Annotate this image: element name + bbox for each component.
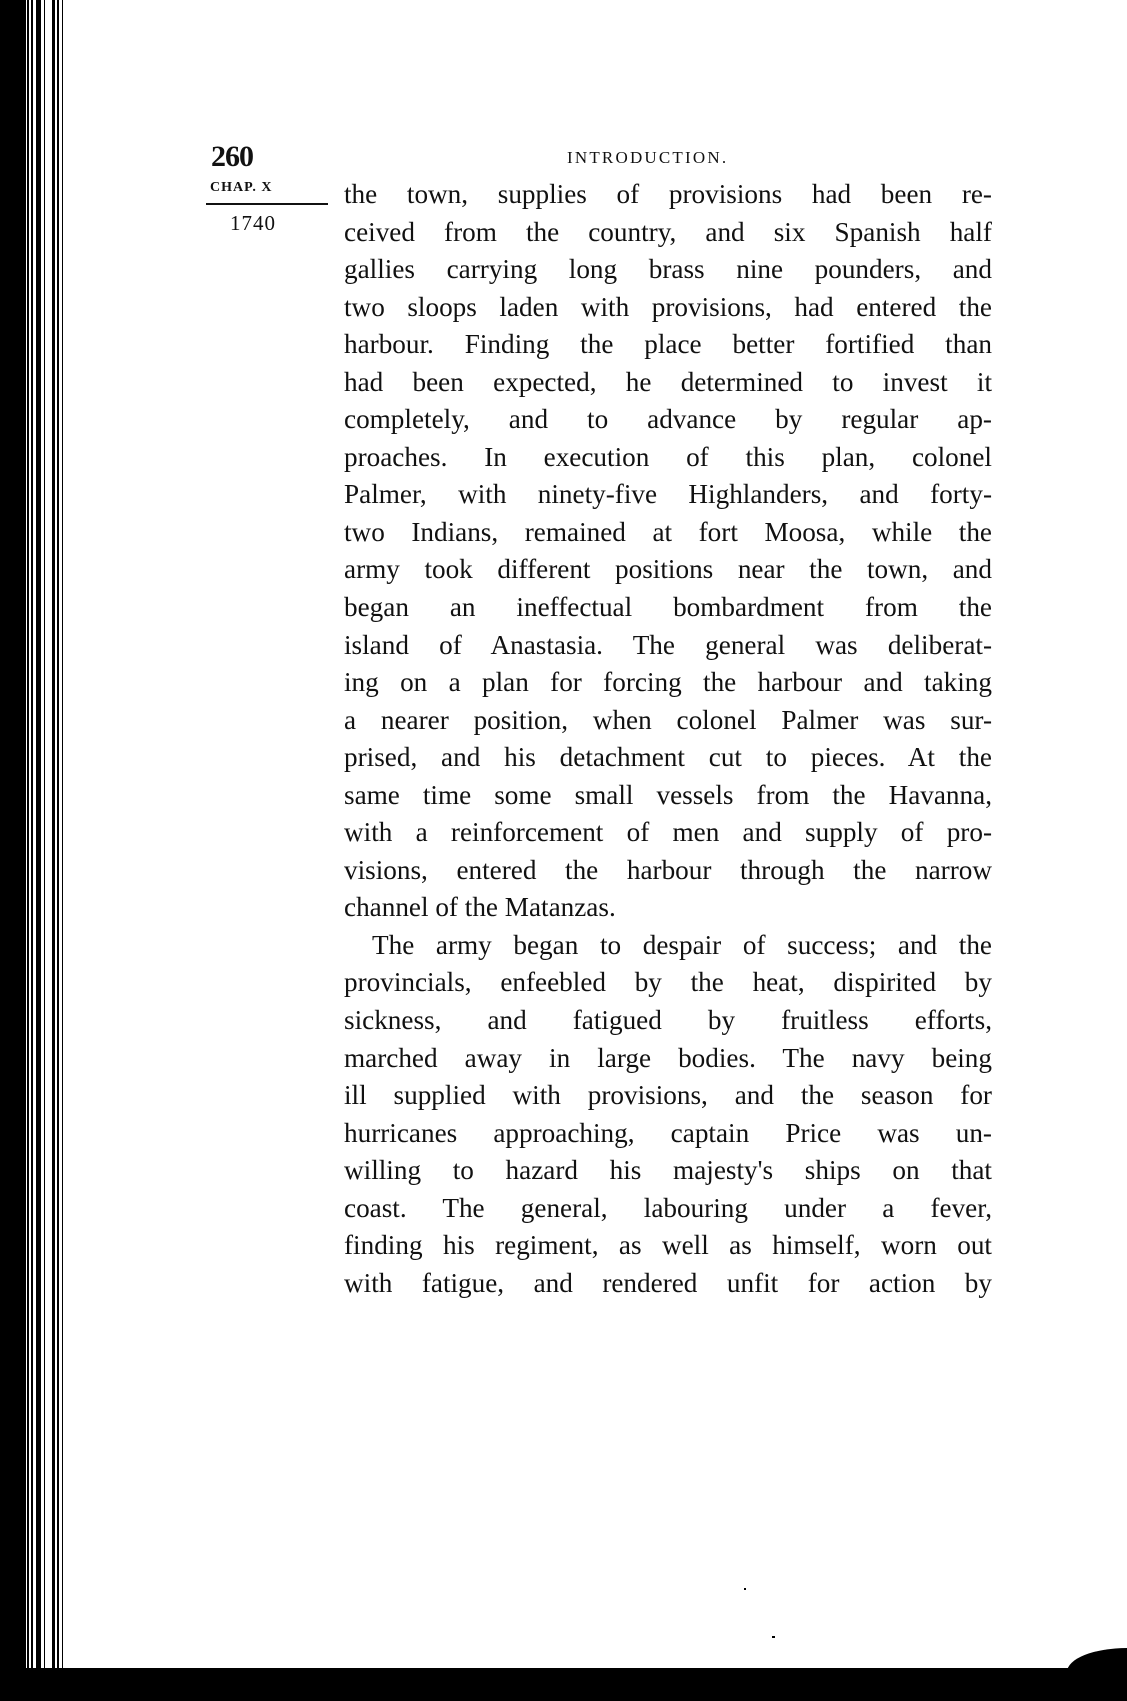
text-line: same time some small vessels from the Havanna, [344,779,992,810]
gutter-band [0,0,26,1701]
text-line: provincials, enfeebled by the heat, dispirited by [344,967,992,998]
text-line: sickness, and fatigued by fruitless efforts, [344,1005,992,1036]
text-line: with fatigue, and rendered unfit for action by [344,1267,992,1298]
gutter-line [57,0,59,1701]
text-line: harbour. Finding the place better fortified than [344,329,992,360]
gutter-line [36,0,41,1701]
paragraph [344,927,992,1302]
text-line: completely, and to advance by regular ap- [344,404,992,435]
text-line: began an ineffectual bombardment from the [344,592,992,623]
text-line: proaches. In execution of this plan, colonel [344,441,992,472]
gutter-line [52,0,55,1701]
scan-speck [772,1636,775,1638]
text-line: The army began to despair of success; and the [372,929,992,960]
margin-note [206,178,330,235]
text-line: Palmer, with ninety-five Highlanders, and forty- [344,479,992,510]
text-line: prised, and his detachment cut to pieces. At the [344,742,992,773]
text-line: had been expected, he determined to invest it [344,366,992,397]
margin-rule [206,203,328,205]
text-line: ing on a plan for forcing the harbour and taking [344,667,992,698]
scan-gutter-shadow [0,0,68,1701]
text-line: army took different positions near the town, and [344,554,992,585]
text-line: island of Anastasia. The general was deliberat- [344,629,992,660]
text-line: a nearer position, when colonel Palmer was sur- [344,704,992,735]
text-line: two Indians, remained at fort Moosa, while the [344,516,992,547]
page-number: 260 [211,140,253,173]
text-line: the town, supplies of provisions had been re- [344,179,992,209]
running-head [0,140,1127,174]
text-line: coast. The general, labouring under a fever, [344,1192,992,1223]
scan-page-curl [1067,1648,1127,1672]
chapter-label: CHAP. X [210,180,273,195]
text-line: willing to hazard his majesty's ships on that [344,1155,992,1186]
gutter-line [27,0,29,1701]
text-line: channel of the Matanzas. [344,892,616,923]
margin-year: 1740 [230,211,276,235]
body-text [344,176,992,1302]
text-line: finding his regiment, as well as himself, worn out [344,1230,992,1261]
running-title: INTRODUCTION. [567,148,729,167]
text-line: with a reinforcement of men and supply of pro- [344,817,992,848]
text-line: visions, entered the harbour through the narrow [344,854,992,885]
scan-speck [744,1588,746,1590]
gutter-line [44,0,45,1701]
text-line: marched away in large bodies. The navy being [344,1042,992,1073]
scan-bottom-border [0,1668,1127,1701]
text-line: ceived from the country, and six Spanish half [344,216,992,247]
gutter-line [62,0,63,1701]
text-line: ill supplied with provisions, and the season for [344,1080,992,1111]
text-line: two sloops laden with provisions, had entered the [344,291,992,322]
gutter-line [31,0,33,1701]
text-line: hurricanes approaching, captain Price was un- [344,1117,992,1148]
paragraph [344,176,992,927]
text-line: gallies carrying long brass nine pounders, and [344,254,992,285]
